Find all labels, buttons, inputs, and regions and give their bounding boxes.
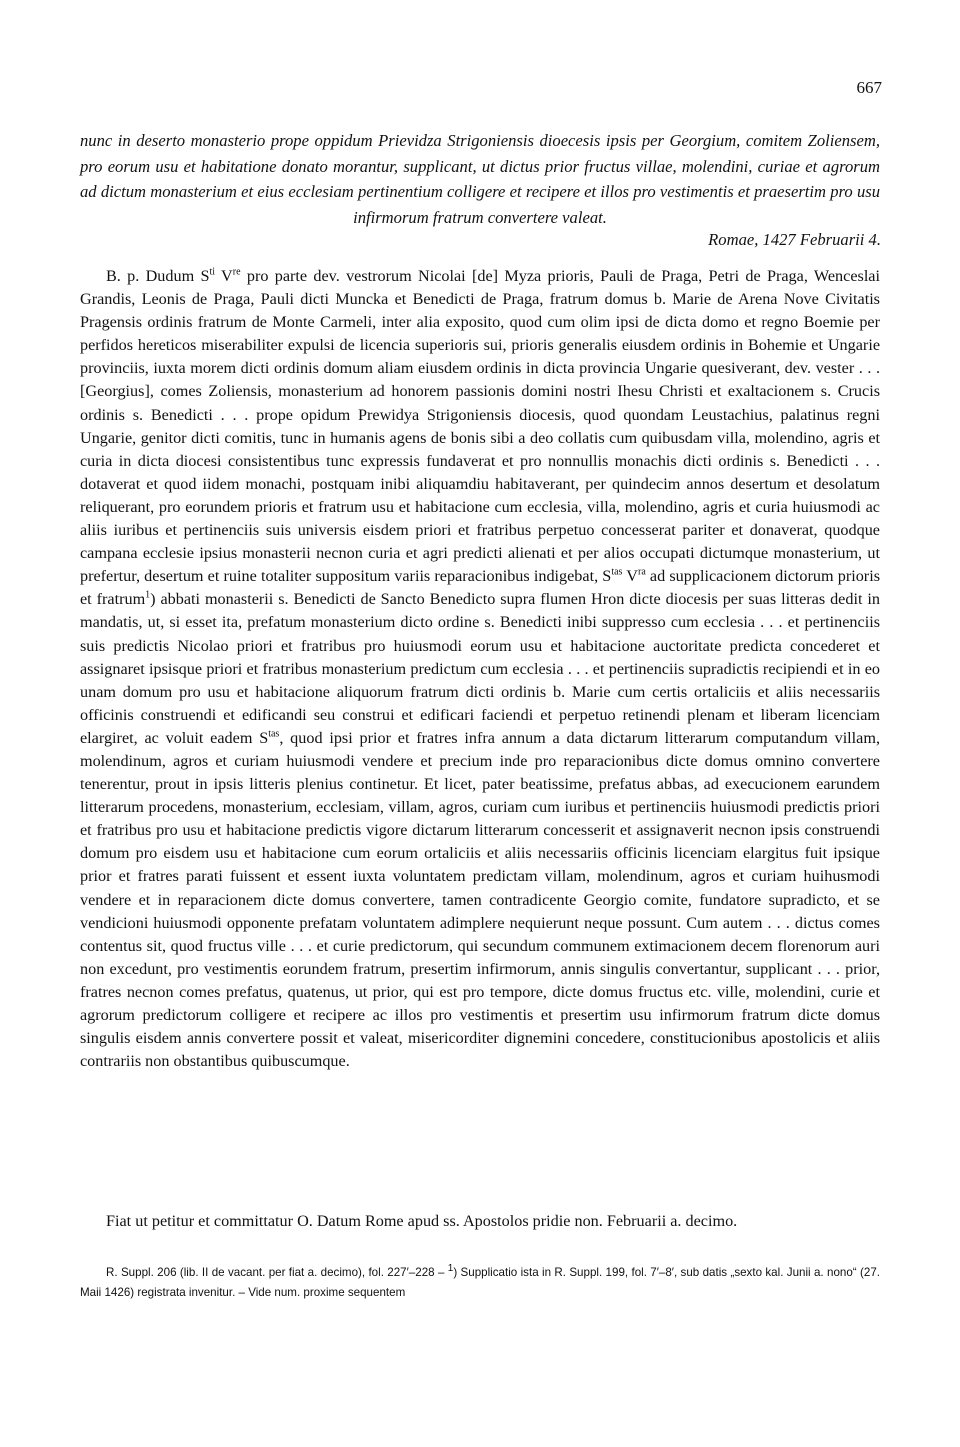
body-text-segment: ad supplicacionem dictorum prioris et fratrum bbox=[80, 567, 880, 609]
body-text-segment: , quod ipsi prior et fratres infra annum a data dictarum litterarum computandum villam, molendinum, agros et curiam huiusmodi vendere et precium inde pro reparacionibus dicte domus omnino convertere tenerentur, prout in ipsis litteris plenius continetur. Et licet, pater beatissime, prefatus abbas, ad execucionem earundem litterarum procedens, monasterium, ecclesiam, villam, agros, curiam cum iuribus et pertinenciis huiusmodi predictis priori et fratribus pro usu et habitacione predictis vigore dictarum litterarum concesserit et assignaverit necnon ipsis construendi domum pro eisdem usu et habitacione cum eorum ortaliciis et aliis necessariis officinis licenciam elargitus fuit ipsique prior et fratres parati fuissent et essent iuxta voluntatem predictam villam, molendinum, agros et curiam huihusmodi vendere et in reparacionem dicte domus convertere, tamen contradicente Georgio comite, fundatore supradicto, et se vendicioni huiusmodi opponente prefatam voluntatem adimplere nequierunt neque possunt. Cum autem . . . dictus comes contentus sit, quod fructus ville . . . et curie predictorum, qui secundum communem extimacionem decem florenorum auri non excedunt, pro vestimentis eorundem fratrum, presertim infirmorum, annis singulis convertantur, supplicant . . . prior, fratres necnon comes prefatus, quatenus, ut prior, qui est pro tempore, dicte domus fructus etc. ville, molendini, curie et agrorum predictorum colligere et recipere ac illos pro vestimentis et presertim usu infirmorum fratrum dicte domus singulis eisdem annis convertere possit et valeat, misericorditer dignemini concedere, constitucionibus apostolicis et aliis contrariis non obstantibus quibuscumque. bbox=[80, 728, 881, 1071]
superscript: tas bbox=[611, 566, 623, 578]
superscript: tas bbox=[268, 728, 280, 740]
body-text-segment: B. p. Dudum S bbox=[106, 267, 210, 285]
footnote-text: R. Suppl. 206 (lib. II de vacant. per fiat a. decimo), fol. 227′–228 – bbox=[106, 1266, 448, 1279]
fiat-clause: Fiat ut petitur et committatur O. Datum Rome apud ss. Apostolos pridie non. Februarii a. decimo. bbox=[106, 1212, 738, 1230]
body-text-segment: V bbox=[622, 567, 638, 586]
dateline: Romae, 1427 Februarii 4. bbox=[708, 230, 881, 249]
superscript: re bbox=[232, 266, 241, 278]
footnote-reference: 1 bbox=[145, 589, 151, 601]
body-text-segment: V bbox=[215, 267, 233, 285]
superscript: ra bbox=[637, 566, 646, 578]
regest-summary: nunc in deserto monasterio prope oppidum Prievidza Strigoniensis dioecesis ipsis per Georgium, comitem Zoliensem, pro eorum usu et habitatione donato morantur, supplicant, ut dictus prior fructus villae, molendini, curiae et agrorum ad dictum monasterium et eius ecclesiam pertinentium colligere et recipere et illos pro vestimentis et praesertim pro usu infirmorum fratrum convertere valeat. bbox=[80, 131, 880, 227]
page-number: 667 bbox=[856, 78, 882, 97]
body-text-segment: ) abbati monasterii s. Benedicti de Sancto Benedicto supra flumen Hron dicte diocesis per suas litteras dedit in mandatis, ut, si esset ita, prefatum monasterium dicto ordine s. Benedicti inibi suppresso cum ecclesia . . . et pertinenciis suis predictis Nicolao priori et fratribus pro huiusmodi eorum usu et habitacione auctoritate predicta concederet et assignaret ipsisque priori et fratribus monasterium predictum cum ecclesia . . . et pertinenciis supradictis recipiendi et in eo unam domum pro usu et habitacione aliquorum fratrum dicti ordinis b. Marie cum certis ortaliciis et aliis necessariis officinis construendi et edificandi seu construi et edificari faciendi et perpetuo retinendi plenam et liberam licenciam elargiret, ac voluit eadem S bbox=[80, 590, 880, 747]
footnote-marker: 1 bbox=[447, 1263, 454, 1275]
superscript: ti bbox=[209, 266, 216, 278]
body-text-segment: pro parte dev. vestrorum Nicolai [de] Myza prioris, Pauli de Praga, Petri de Praga, Wenceslai Grandis, Leonis de Praga, Pauli dicti Muncka et Benedicti de Praga, fratrum domus b. Marie de Arena Nove Civitatis Pragensis ordinis fratrum de Monte Carmeli, inter alia exposito, quod cum olim ipsi de dicta domo et regno Boemie per perfidos hereticos miserabiliter expulsi de licencia superioris sui, prioris generalis eiusdem ordinis in Bohemie et Ungarie provinciis, iuxta morem dicti ordinis domum aliam eiusdem ordinis in dicta provincia Ungarie quesiverant, dev. vester . . . [Georgius], comes Zoliensis, monasterium ad honorem passionis domini nostri Ihesu Christi et exaltacionem s. Crucis ordinis s. Benedicti . . . prope opidum Prewidya Strigoniensis diocesis, quod quondam Leustachius, palatinus regni Ungarie, genitor dicti comitis, tunc in humanis agens de bonis sibi a deo collatis cum quibusdam villa, molendino, agris et curia in dicta diocesi consistentibus tunc expressis fundaverat et pro nonnullis monachis dicti ordinis s. Benedicti . . . dotaverat et quod iidem monachi, postquam inibi aliquamdiu habitaverant, per quindecim annos desertum et desolatum reliquerant, pro eorundem prioris et fratrum usu et habitacione cum ecclesia, villa, molendino, agris et curia huiusmodi ac aliis iuribus et pertinenciis suis universis eisdem priori et fratribus perpetuo concesserat pariter et donaverat, quodque campana ecclesie ipsius monasterii necnon curia et agri predicti alienati et per alios occupati dictumque monasterium, ut prefertur, desertum et ruine totaliter suppositum variis reparacionibus indigebat, S bbox=[80, 267, 880, 586]
footnote-text: ) Supplicatio ista in R. Suppl. 199, fol. 7′–8′, sub datis „sexto kal. Junii a. nono“ (27. Maii 1426) registrata invenitur. – Vide num. proxime sequentem bbox=[80, 1266, 880, 1299]
footnote bbox=[80, 1263, 880, 1303]
document-body bbox=[80, 265, 880, 1073]
